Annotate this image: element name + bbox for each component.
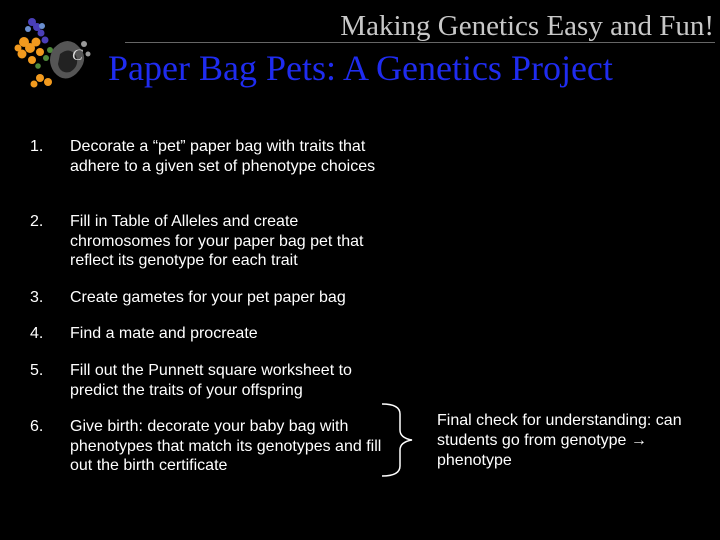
curly-brace-icon [378, 400, 438, 480]
step-text: Fill out the Punnett square worksheet to predict the traits of your offspring [70, 362, 352, 399]
step-text: Fill in Table of Alleles and create chromosomes for your paper bag pet that reflect its genotype for each trait [70, 213, 364, 269]
note-text: Final check for understanding: can students go from genotype → phenotype [437, 412, 682, 469]
header-divider [125, 42, 715, 43]
step-text: Find a mate and procreate [70, 325, 258, 342]
step-number: 1. [30, 138, 44, 155]
step-text: Give birth: decorate your baby bag with phenotypes that match its genotypes and fill out the birth certificate [70, 418, 382, 474]
step-number: 2. [30, 213, 44, 230]
page-title: Paper Bag Pets: A Genetics Project [108, 48, 613, 88]
step-number: 5. [30, 362, 44, 379]
step-number: 3. [30, 289, 44, 306]
step-number: 6. [30, 418, 44, 435]
svg-text:C: C [72, 47, 83, 64]
super-title: Making Genetics Easy and Fun! [340, 10, 714, 42]
step-number: 4. [30, 325, 44, 342]
step-text: Create gametes for your pet paper bag [70, 289, 346, 306]
step-text: Decorate a “pet” paper bag with traits that adhere to a given set of phenotype choices [70, 138, 376, 175]
chromosome-logo-icon [10, 14, 100, 94]
